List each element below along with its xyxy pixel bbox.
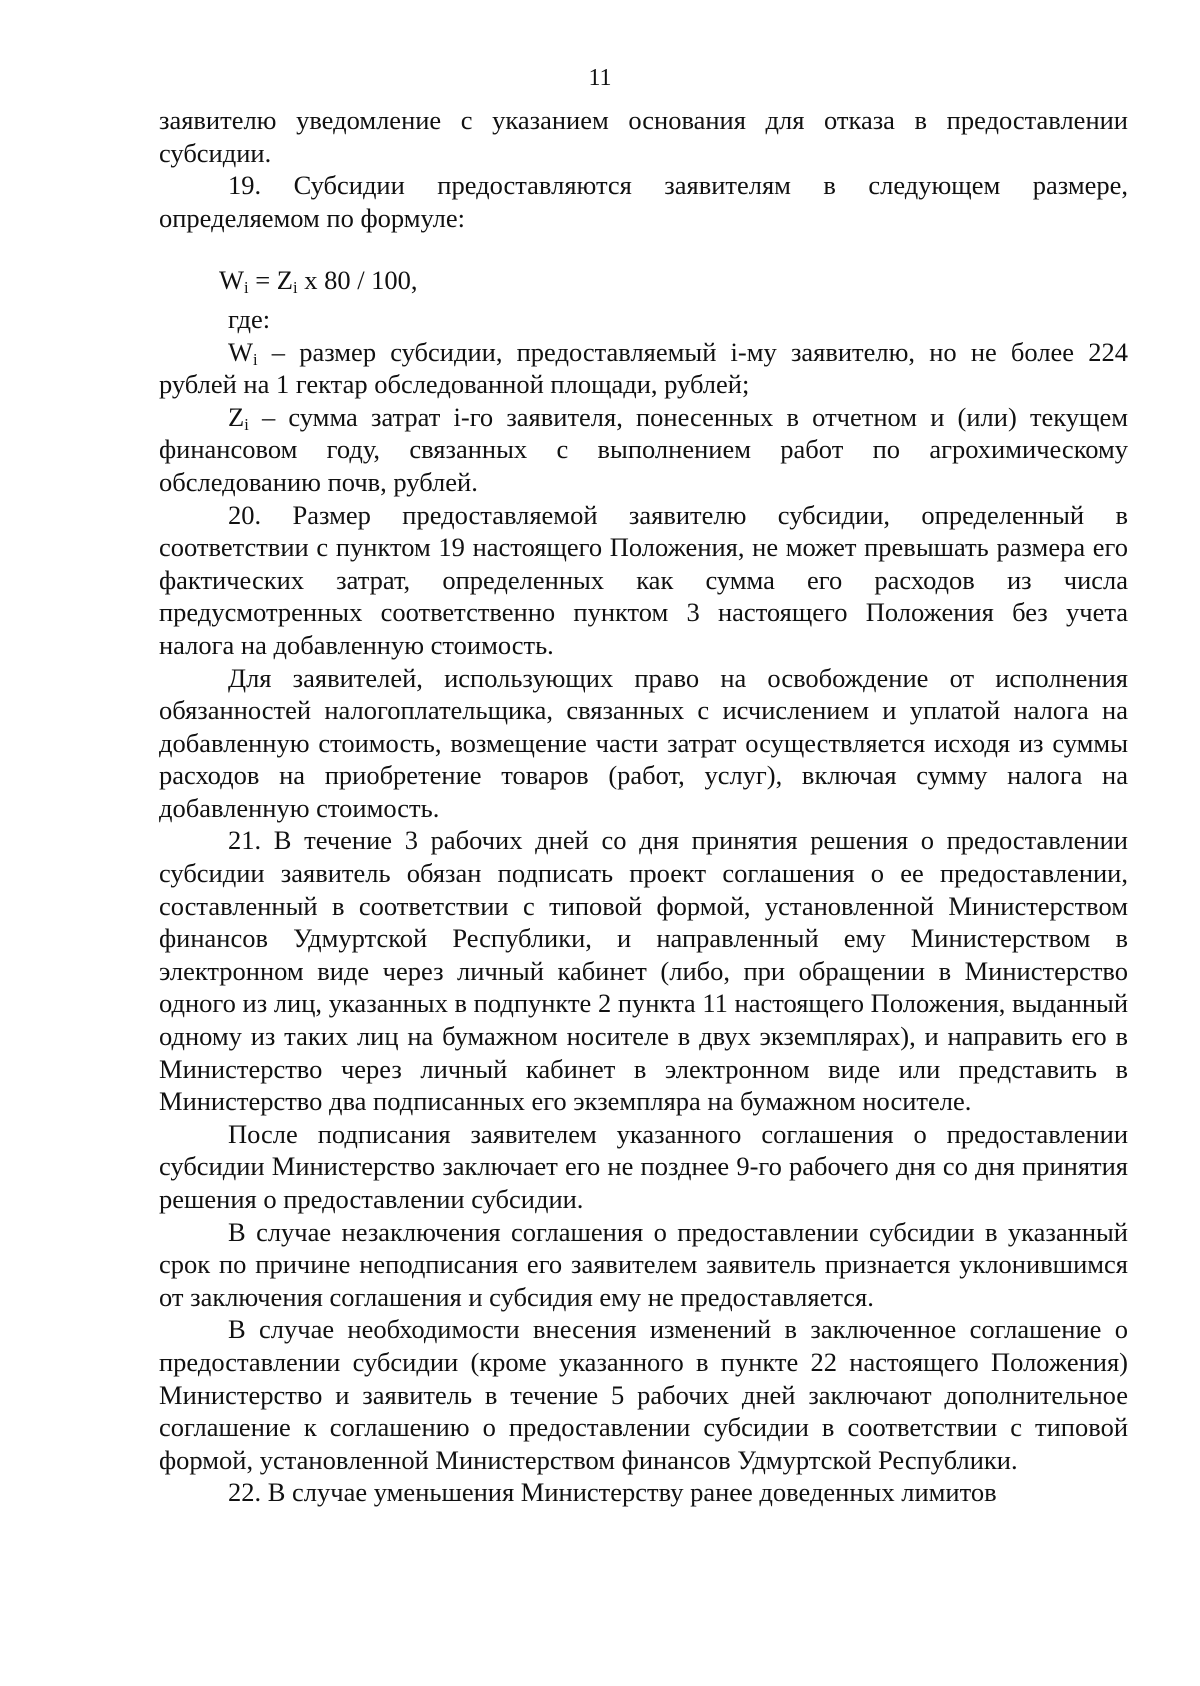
formula-z-subscript: i (292, 278, 298, 298)
w-subscript: i (253, 349, 258, 369)
formula (159, 264, 1128, 297)
z-subscript: i (244, 414, 249, 434)
paragraph-w-definition (159, 336, 1128, 401)
z-definition-text: – сумма затрат i-го заявителя, понесенных в отчетном и (или) текущем финансовом году, связанных с выполнением работ по агрохимическому обследованию почв, рублей. (159, 401, 1128, 497)
page-number: 11 (588, 65, 612, 91)
z-symbol: Z (228, 401, 245, 432)
document-body (159, 104, 1128, 1509)
formula-w: W (219, 265, 245, 296)
w-definition-text: – размер субсидии, предоставляемый i-му заявителю, но не более 224 рублей на 1 гектар обследованной площади, рублей; (159, 336, 1128, 400)
paragraph-21-amendments: В случае необходимости внесения изменений в заключенное соглашение о предоставлении субсидии (кроме указанного в пункте 22 настоящего Положения) Министерство и заявитель в течение 5 рабочих дней заключают дополнительное соглашение к соглашению о предоставлении субсидии в соответствии с типовой формой, установленной Министерством финансов Удмуртской Республики. (159, 1314, 1128, 1475)
w-symbol: W (228, 336, 254, 367)
paragraph-21: 21. В течение 3 рабочих дней со дня принятия решения о предоставлении субсидии заявитель обязан подписать проект соглашения о ее предоставлении, составленный в соответствии с типовой формой, установленной Министерством финансов Удмуртской Республики, и направленный ему Министерством в электронном виде через личный кабинет (либо, при обращении в Министерство одного из лиц, указанных в подпункте 2 пункта 11 настоящего Положения, выданный одному из таких лиц на бумажном носителе в двух экземплярах), и направить его в Министерство через личный кабинет в электронном виде или представить в Министерство два подписанных его экземпляра на бумажном носителе. (159, 825, 1128, 1117)
formula-eq: = Z (248, 265, 293, 296)
paragraph-20-vat: Для заявителей, использующих право на освобождение от исполнения обязанностей налогоплательщика, связанных с исчислением и уплатой налога на добавленную стоимость, возмещение части затрат осуществляется исходя из суммы расходов на приобретение товаров (работ, услуг), включая сумму налога на добавленную стоимость. (159, 662, 1128, 823)
paragraph-22: 22. В случае уменьшения Министерству ранее доведенных лимитов (228, 1477, 997, 1508)
paragraph-where: где: (228, 303, 271, 334)
paragraph-21-refusal: В случае незаключения соглашения о предоставлении субсидии в указанный срок по причине неподписания его заявителем заявитель признается уклонившимся от заключения соглашения и субсидия ему не предоставляется. (159, 1216, 1128, 1312)
paragraph-continuation: заявителю уведомление с указанием основания для отказа в предоставлении субсидии. (159, 105, 1128, 168)
formula-w-subscript: i (244, 278, 249, 298)
paragraph-21-signing: После подписания заявителем указанного соглашения о предоставлении субсидии Министерство заключает его не позднее 9-го рабочего дня со дня принятия решения о предоставлении субсидии. (159, 1118, 1128, 1214)
paragraph-20: 20. Размер предоставляемой заявителю субсидии, определенный в соответствии с пунктом 19 настоящего Положения, не может превышать размера его фактических затрат, определенных как сумма его расходов из числа предусмотренных соответственно пунктом 3 настоящего Положения без учета налога на добавленную стоимость. (159, 499, 1128, 660)
paragraph-19: 19. Субсидии предоставляются заявителям в следующем размере, определяемом по формуле: (159, 170, 1128, 233)
paragraph-z-definition (159, 401, 1128, 499)
formula-tail: x 80 / 100, (297, 265, 418, 296)
